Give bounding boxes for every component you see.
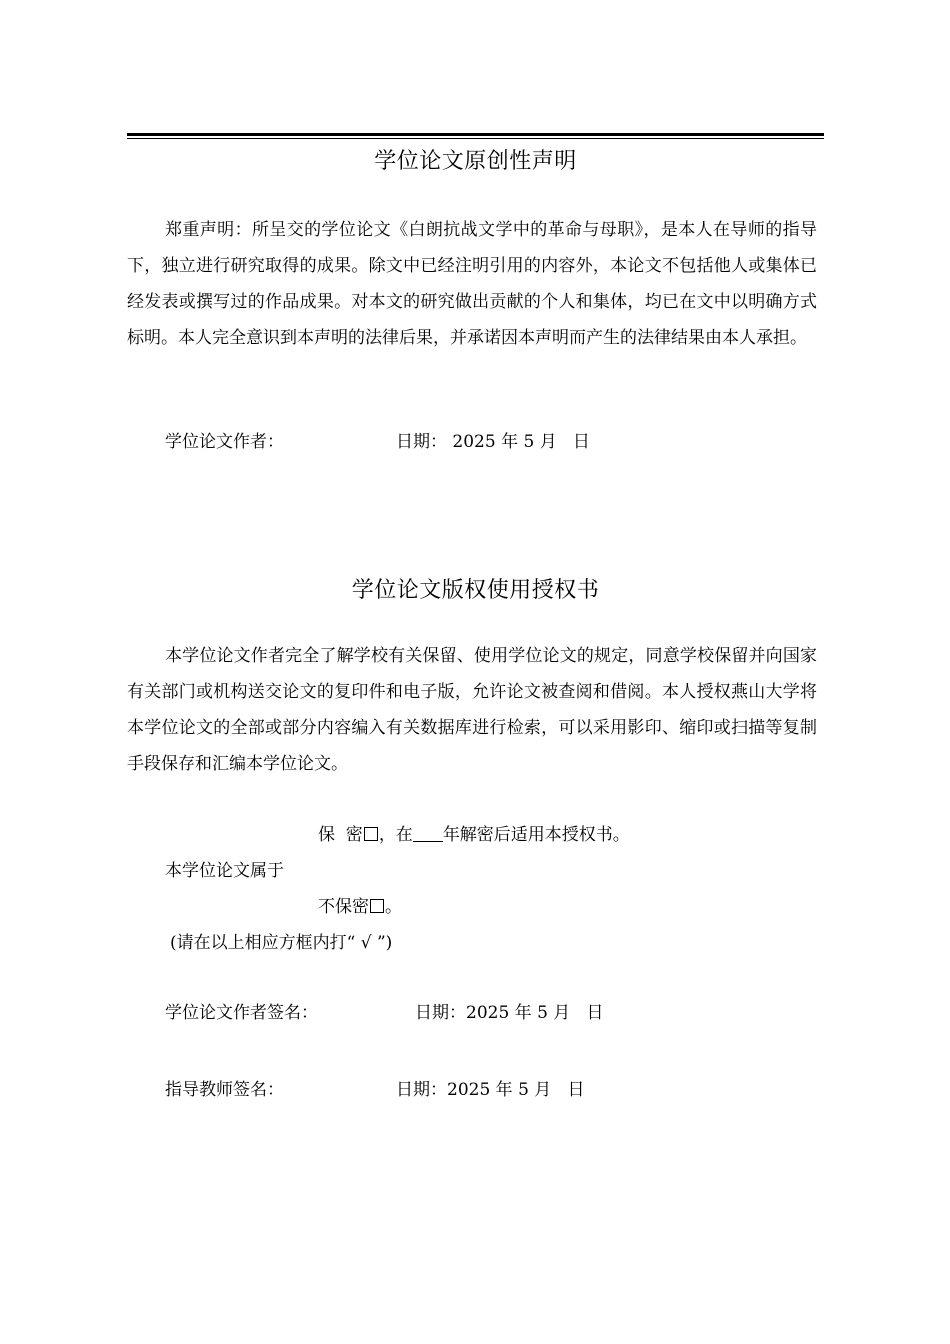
secret-years-blank[interactable] xyxy=(413,825,443,842)
declaration-date-label: 日期： xyxy=(396,432,447,452)
secret-label: 保 密 xyxy=(318,825,363,845)
checkbox-instruction: (请在以上相应方框内打“ √ ”) xyxy=(170,933,393,953)
declaration-author-label: 学位论文作者： xyxy=(165,432,284,452)
secret-suffix-text: 年解密后适用本授权书。 xyxy=(442,825,630,845)
author-date-label: 日期： xyxy=(415,1003,466,1023)
author-sign-date xyxy=(415,1002,604,1024)
nonsecret-checkbox[interactable] xyxy=(370,899,384,913)
nonsecret-option xyxy=(318,896,402,918)
advisor-sign-date xyxy=(396,1079,585,1101)
secret-checkbox[interactable] xyxy=(364,827,378,841)
declaration-date xyxy=(396,431,590,453)
declaration-title: 学位论文原创性声明 xyxy=(374,149,577,174)
declaration-date-value: 2025 年 5 月 日 xyxy=(452,432,590,452)
header-rule-thick xyxy=(127,133,824,136)
header-rule-thin xyxy=(127,138,824,139)
advisor-date-value: 2025 年 5 月 日 xyxy=(447,1080,585,1100)
authorization-body: 本学位论文作者完全了解学校有关保留、使用学位论文的规定，同意学校保留并向国家有关部门或机构送交论文的复印件和电子版，允许论文被查阅和借阅。本人授权燕山大学将本学位论文的全部或部分内容编入有关数据库进行检索，可以采用影印、缩印或扫描等复制手段保存和汇编本学位论文。 xyxy=(127,646,817,774)
author-date-value: 2025 年 5 月 日 xyxy=(466,1003,604,1023)
author-sign-label: 学位论文作者签名： xyxy=(165,1003,318,1023)
declaration-body: 郑重声明：所呈交的学位论文《白朗抗战文学中的革命与母职》，是本人在导师的指导下，独立进行研究取得的成果。除文中已经注明引用的内容外，本论文不包括他人或集体已经发表或撰写过的作品成果。对本文的研究做出贡献的个人和集体，均已在文中以明确方式标明。本人完全意识到本声明的法律后果，并承诺因本声明而产生的法律结果由本人承担。 xyxy=(127,220,817,348)
authorization-title: 学位论文版权使用授权书 xyxy=(351,578,600,603)
advisor-date-label: 日期： xyxy=(396,1080,447,1100)
advisor-sign-label: 指导教师签名： xyxy=(165,1080,284,1100)
secret-mid-text: ，在 xyxy=(378,825,413,845)
belongs-label: 本学位论文属于 xyxy=(165,861,284,881)
nonsecret-suffix: 。 xyxy=(385,897,402,917)
nonsecret-label: 不保密 xyxy=(318,897,369,917)
secret-option xyxy=(318,824,630,846)
